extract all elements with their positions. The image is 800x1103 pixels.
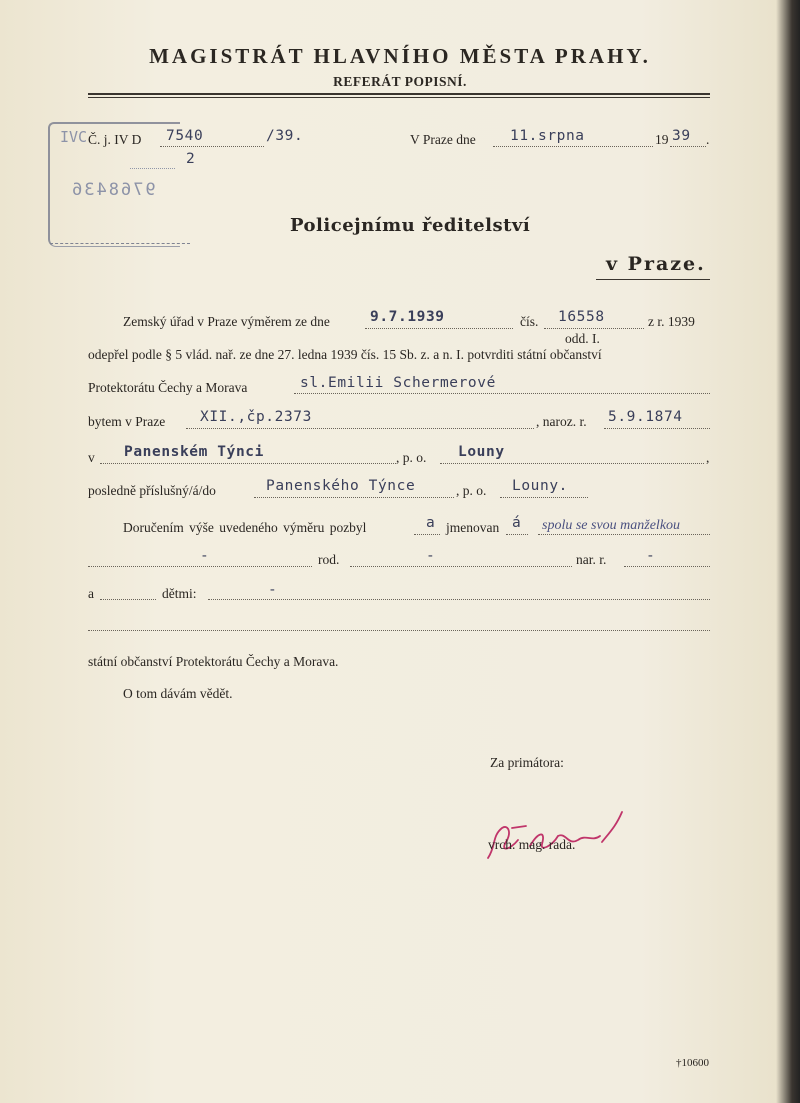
signatory-title: vrch. mag. rada.: [488, 837, 576, 852]
decision-number-dots: [544, 328, 644, 329]
decision-number: 16558: [558, 309, 605, 325]
delivery-text: Doručením výše uvedeného výměru pozbyl: [123, 520, 367, 535]
district: Louny: [458, 444, 505, 460]
header-rule-bottom: [88, 97, 710, 98]
po-label-2: , p. o.: [456, 483, 487, 498]
stamp-number: 9768436: [70, 180, 156, 200]
district-dots: [440, 463, 704, 464]
odd-label: odd. I.: [565, 331, 600, 346]
domicile-district-dots: [500, 497, 588, 498]
born-dots: [604, 428, 710, 429]
addressee-line1: Policejnímu ředitelství: [290, 215, 531, 236]
domicile: Panenského Týnce: [266, 478, 416, 494]
date-year-prefix: 19: [655, 132, 669, 147]
delivery-suffix-a2: á: [512, 515, 522, 531]
born-label: , naroz. r.: [536, 414, 587, 429]
closing-citizenship: státní občanství Protektorátu Čechy a Morava.: [88, 654, 339, 669]
domicile-label: posledně příslušný/á/do: [88, 483, 216, 498]
reference-label: Č. j. IV D: [88, 132, 142, 147]
delivery-a-dots: [414, 534, 440, 535]
maiden-name-dots: [350, 566, 572, 567]
p1-text: Zemský úřad v Praze výměrem ze dne: [123, 314, 330, 329]
children-label: dětmi:: [162, 586, 197, 601]
nar-label: nar. r.: [576, 552, 607, 567]
delivery-spolu-dots: [538, 534, 710, 535]
date-dots: [493, 146, 653, 147]
document-title: MAGISTRÁT HLAVNÍHO MĚSTA PRAHY.: [149, 44, 651, 68]
rod-label: rod.: [318, 552, 340, 567]
children-extra-dots: [88, 630, 710, 631]
form-number: †10600: [676, 1057, 709, 1069]
domicile-dots: [254, 497, 454, 498]
date-label: V Praze dne: [410, 132, 476, 147]
delivery-suffix-a: a: [426, 515, 436, 531]
maiden-name-dash: -: [426, 548, 436, 564]
reference-year: /39.: [266, 128, 304, 144]
residence-value: XII.,čp.2373: [200, 409, 312, 425]
delivery-a2-dots: [506, 534, 528, 535]
a-label: a: [88, 586, 94, 601]
line5-comma: ,: [706, 450, 710, 465]
reference-dots: [160, 146, 264, 147]
children-count-dots: [100, 599, 156, 600]
birth-year-dash: -: [646, 548, 656, 564]
v-label: v: [88, 450, 95, 465]
p2-text: odepřel podle § 5 vlád. nař. ze dne 27. ledna 1939 čís. 15 Sb. z. a n. I. potvrditi státní občanství: [88, 347, 602, 362]
delivery-spolu: spolu se svou manželkou: [542, 518, 681, 533]
residence-dots: [186, 428, 534, 429]
person-name: sl.Emilii Schermerové: [300, 375, 496, 391]
reference-number: 7540: [166, 128, 204, 144]
wife-name-dash: -: [200, 548, 210, 564]
date-day-month: 11.srpna: [510, 128, 585, 144]
wife-name-dots: [88, 566, 312, 567]
birth-year-dots: [624, 566, 710, 567]
reference-sub: 2: [186, 151, 196, 167]
p1-zr: z r. 1939: [648, 314, 695, 329]
date-year-dots: [670, 146, 706, 147]
domicile-district: Louny.: [512, 478, 568, 494]
document-subtitle: REFERÁT POPISNÍ.: [333, 74, 467, 89]
birthplace: Panenském Týnci: [124, 444, 264, 460]
p3-label: Protektorátu Čechy a Morava: [88, 380, 248, 395]
decision-date: 9.7.1939: [370, 309, 445, 325]
date-end: .: [706, 132, 710, 147]
addressee-line2: v Praze.: [606, 253, 706, 275]
header-rule-top: [88, 93, 710, 95]
po-label-1: , p. o.: [396, 450, 427, 465]
p1-cis: čís.: [520, 314, 539, 329]
date-year-suffix: 39: [672, 128, 691, 144]
delivery-jmen: jmenovan: [446, 520, 500, 535]
children-dots: [208, 599, 710, 600]
decision-date-dots: [365, 328, 513, 329]
birthplace-dots: [100, 463, 396, 464]
residence-label: bytem v Praze: [88, 414, 166, 429]
addressee-underline: [596, 279, 710, 280]
for-mayor-label: Za primátora:: [490, 755, 564, 770]
children-dash: -: [268, 582, 278, 598]
stamp-dots: [130, 168, 175, 169]
born-value: 5.9.1874: [608, 409, 683, 425]
stamp-underline: [50, 243, 190, 244]
stamp-marks: IVC: [60, 128, 88, 146]
person-name-dots: [294, 393, 710, 394]
closing-notice: O tom dávám vědět.: [123, 686, 233, 701]
